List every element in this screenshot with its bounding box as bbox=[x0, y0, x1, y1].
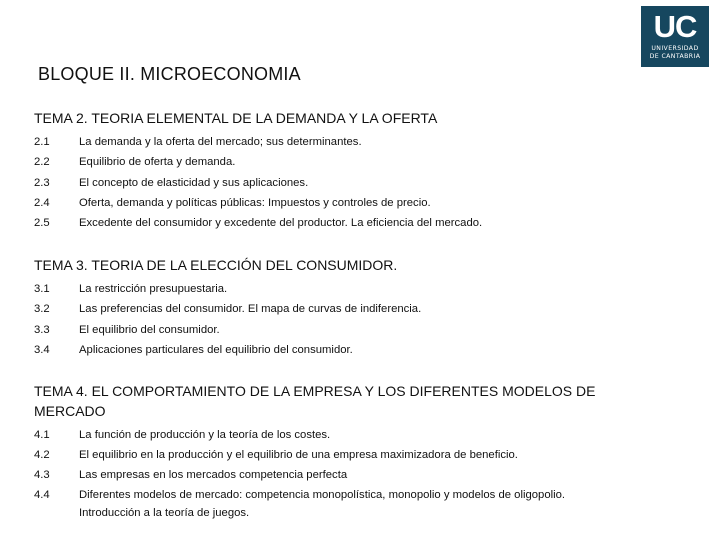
logo-mark: UC bbox=[653, 9, 697, 44]
item-text-continuation: Introducción a la teoría de juegos. bbox=[79, 507, 250, 519]
item-number: 3.2 bbox=[34, 303, 50, 316]
item-text: La demanda y la oferta del mercado; sus determinantes. bbox=[79, 136, 362, 148]
list-item bbox=[34, 132, 654, 152]
logo-line-2: DE CANTABRIA bbox=[649, 53, 701, 60]
list-item bbox=[34, 279, 654, 299]
section-title: TEMA 2. TEORIA ELEMENTAL DE LA DEMANDA Y LA OFERTA bbox=[34, 110, 438, 126]
item-text: El equilibrio del consumidor. bbox=[79, 323, 220, 336]
section-tema-4 bbox=[34, 381, 654, 521]
list-item bbox=[34, 299, 654, 319]
list-item bbox=[34, 173, 654, 193]
list-item bbox=[34, 193, 654, 213]
section-tema-3 bbox=[34, 255, 654, 360]
item-number: 3.4 bbox=[34, 343, 50, 356]
list-item bbox=[34, 465, 654, 485]
item-text: Las empresas en los mercados competencia perfecta bbox=[79, 469, 348, 481]
section-tema-2 bbox=[34, 108, 654, 233]
list-item bbox=[34, 445, 654, 465]
topic-list bbox=[34, 425, 654, 521]
item-number: 2.4 bbox=[34, 196, 50, 209]
block-title: BLOQUE II. MICROECONOMIA bbox=[38, 64, 301, 84]
item-text: La restricción presupuestaria. bbox=[79, 283, 228, 295]
list-item bbox=[34, 213, 654, 233]
item-text: Equilibrio de oferta y demanda. bbox=[79, 156, 236, 169]
section-title: TEMA 3. TEORIA DE LA ELECCIÓN DEL CONSUMIDOR. bbox=[34, 257, 398, 273]
item-text: El equilibrio en la producción y el equilibrio de una empresa maximizadora de beneficio. bbox=[79, 449, 518, 461]
item-text: La función de producción y la teoría de los costes. bbox=[79, 429, 331, 441]
list-item bbox=[34, 340, 654, 360]
item-text: Aplicaciones particulares del equilibrio del consumidor. bbox=[79, 343, 353, 356]
section-title: TEMA 4. EL COMPORTAMIENTO DE LA EMPRESA Y LOS DIFERENTES MODELOS DE MERCADO bbox=[34, 383, 596, 419]
item-text: Diferentes modelos de mercado: competencia monopolística, monopolio y modelos de oligopolio. bbox=[79, 489, 566, 501]
item-text: El concepto de elasticidad y sus aplicaciones. bbox=[79, 176, 309, 189]
item-number: 3.3 bbox=[34, 323, 50, 336]
list-item bbox=[34, 152, 654, 172]
item-number: 4.1 bbox=[34, 429, 50, 441]
item-number: 4.3 bbox=[34, 469, 50, 481]
item-number: 2.3 bbox=[34, 176, 50, 189]
item-number: 2.1 bbox=[34, 136, 50, 148]
item-text: Excedente del consumidor y excedente del productor. La eficiencia del mercado. bbox=[79, 217, 483, 230]
university-logo bbox=[641, 6, 709, 67]
item-number: 2.5 bbox=[34, 217, 50, 230]
item-number: 3.1 bbox=[34, 283, 50, 295]
topic-list bbox=[34, 279, 654, 360]
item-text: Las preferencias del consumidor. El mapa de curvas de indiferencia. bbox=[79, 303, 422, 316]
list-item bbox=[34, 425, 654, 445]
item-number: 4.4 bbox=[34, 489, 50, 501]
list-item bbox=[34, 320, 654, 340]
item-text: Oferta, demanda y políticas públicas: Impuestos y controles de precio. bbox=[79, 196, 431, 209]
logo-line-1: UNIVERSIDAD bbox=[651, 45, 699, 52]
item-text-block bbox=[79, 485, 654, 521]
topic-list bbox=[34, 132, 654, 233]
item-number: 4.2 bbox=[34, 449, 50, 461]
item-number: 2.2 bbox=[34, 156, 50, 169]
list-item bbox=[34, 485, 654, 521]
